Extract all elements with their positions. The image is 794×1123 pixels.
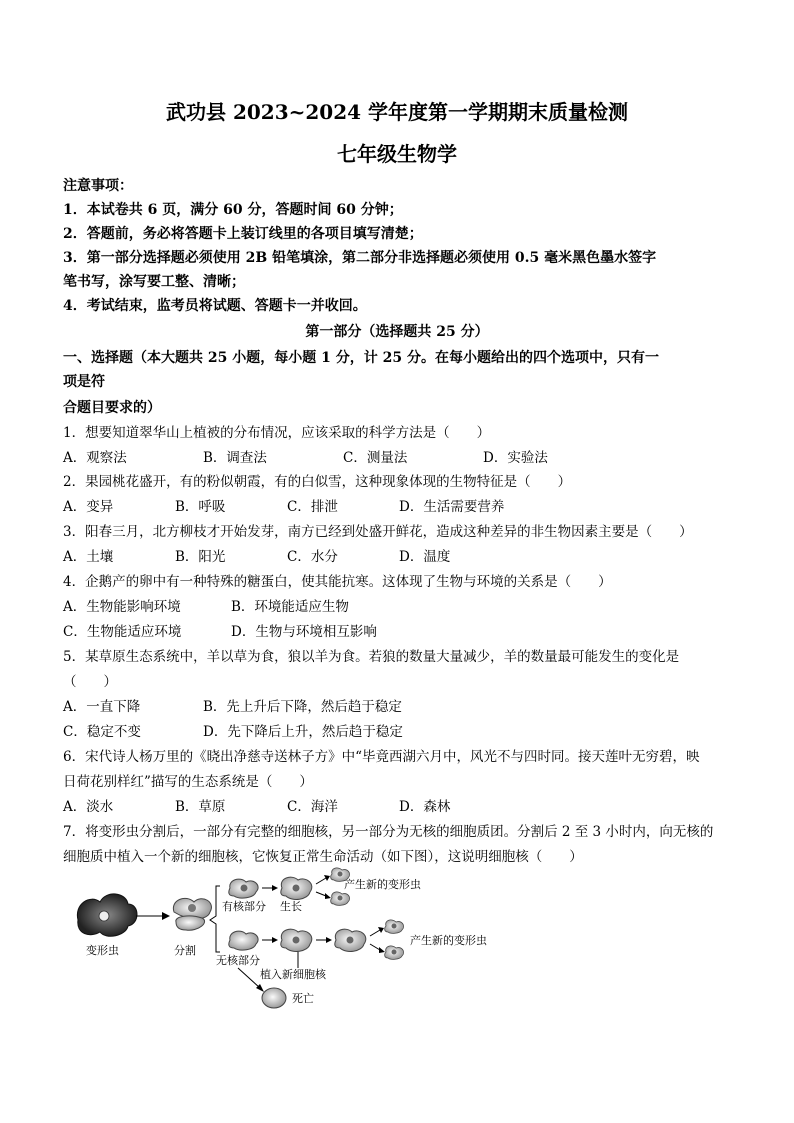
dead-cell-icon [262, 988, 286, 1008]
new-amoeba-icon [385, 920, 404, 959]
question-stem: 3．阳春三月，北方柳枝才开始发芽，南方已经到处盛开鲜花，造成这种差异的非生物因素主要是（ ） [63, 524, 693, 540]
growing-cell-icon [229, 879, 258, 898]
option-c: C．生物能适应环境 [63, 624, 182, 640]
option-c: C．海洋 [287, 799, 338, 815]
option-d: D．温度 [399, 549, 451, 565]
question-stem: 2．果园桃花盛开，有的粉似朝霞，有的白似雪，这种现象体现的生物特征是（ ） [63, 474, 572, 490]
note-item: 4．考试结束，监考员将试题、答题卡一并收回。 [63, 298, 367, 314]
question-stem-continued: 日荷花别样红”描写的生态系统是（ ） [63, 774, 313, 790]
note-item: 1．本试卷共 6 页，满分 60 分，答题时间 60 分钟； [63, 202, 403, 218]
exam-subtitle: 七年级生物学 [337, 142, 457, 166]
option-d: D．实验法 [483, 450, 548, 466]
option-a: A．淡水 [63, 799, 114, 815]
section-instructions: 项是符 [63, 374, 105, 390]
section-instructions: 合题目要求的） [63, 400, 161, 416]
note-item: 2．答题前，务必将答题卡上装订线里的各项目填写清楚； [63, 226, 423, 242]
label-death: 死亡 [292, 992, 314, 1005]
option-c: C．稳定不变 [63, 724, 141, 740]
label-new-amoeba-2: 产生新的变形虫 [410, 934, 487, 947]
amoeba-experiment-figure [70, 864, 510, 1014]
option-a: A．观察法 [63, 450, 127, 466]
section-instructions: 一、选择题（本大题共 25 小题，每小题 1 分，计 25 分。在每小题给出的四个选项中，只有一 [63, 350, 659, 366]
notes-heading: 注意事项： [63, 178, 133, 194]
label-enucleated-part: 无核部分 [216, 954, 260, 967]
note-item: 3．第一部分选择题必须使用 2B 铅笔填涂，第二部分非选择题必须使用 0.5 毫米黑色墨水签字 [63, 250, 657, 266]
note-item: 笔书写，涂写要工整、清晰； [63, 274, 245, 290]
label-split: 分割 [174, 944, 196, 957]
option-a: A．土壤 [63, 549, 114, 565]
part-title: 第一部分（选择题共 25 分） [305, 324, 489, 340]
option-d: D．森林 [399, 799, 451, 815]
option-c: C．排泄 [287, 499, 338, 515]
option-b: B．环境能适应生物 [231, 599, 349, 615]
recovered-cell-icon [335, 929, 366, 951]
option-a: A．一直下降 [63, 699, 141, 715]
label-amoeba: 变形虫 [86, 944, 119, 957]
amoeba-cell-icon [77, 894, 137, 936]
question-stem: 1．想要知道翠华山上植被的分布情况，应该采取的科学方法是（ ） [63, 425, 491, 441]
option-d: D．生活需要营养 [399, 499, 505, 515]
label-implant-nucleus: 植入新细胞核 [260, 968, 326, 981]
option-a: A．生物能影响环境 [63, 599, 181, 615]
label-grow: 生长 [280, 900, 302, 913]
option-b: B．先上升后下降，然后趋于稳定 [203, 699, 402, 715]
option-d: D．生物与环境相互影响 [231, 624, 377, 640]
question-stem: 7．将变形虫分割后，一部分有完整的细胞核，另一部分为无核的细胞质团。分割后 2 至 3 小时内，向无核的 [63, 824, 714, 840]
label-new-amoeba-1: 产生新的变形虫 [344, 878, 421, 891]
enucleated-cell-icon [229, 931, 258, 950]
question-stem: 5．某草原生态系统中，羊以草为食，狼以羊为食。若狼的数量大量减少，羊的数量最可能发生的变化是 [63, 649, 680, 665]
exam-title: 武功县 2023~2024 学年度第一学期期末质量检测 [165, 100, 628, 124]
split-cell-icon [173, 898, 211, 930]
question-stem-continued: （ ） [63, 674, 117, 690]
question-stem: 4．企鹅产的卵中有一种特殊的糖蛋白，使其能抗寒。这体现了生物与环境的关系是（ ） [63, 574, 612, 590]
option-b: B．调查法 [203, 450, 267, 466]
option-b: B．草原 [175, 799, 226, 815]
option-a: A．变异 [63, 499, 114, 515]
label-nucleated-part: 有核部分 [222, 900, 266, 913]
option-b: B．阳光 [175, 549, 226, 565]
implanted-cell-icon [281, 929, 312, 951]
option-c: C．测量法 [343, 450, 408, 466]
question-stem: 6．宋代诗人杨万里的《晓出净慈寺送林子方》中“毕竟西湖六月中，风光不与四时同。接天莲叶无穷碧，映 [63, 749, 700, 765]
grown-cell-icon [281, 877, 312, 899]
option-c: C．水分 [287, 549, 338, 565]
option-d: D．先下降后上升，然后趋于稳定 [203, 724, 403, 740]
option-b: B．呼吸 [175, 499, 226, 515]
question-stem-continued: 细胞质中植入一个新的细胞核，它恢复正常生命活动（如下图），这说明细胞核（ ） [63, 849, 583, 865]
